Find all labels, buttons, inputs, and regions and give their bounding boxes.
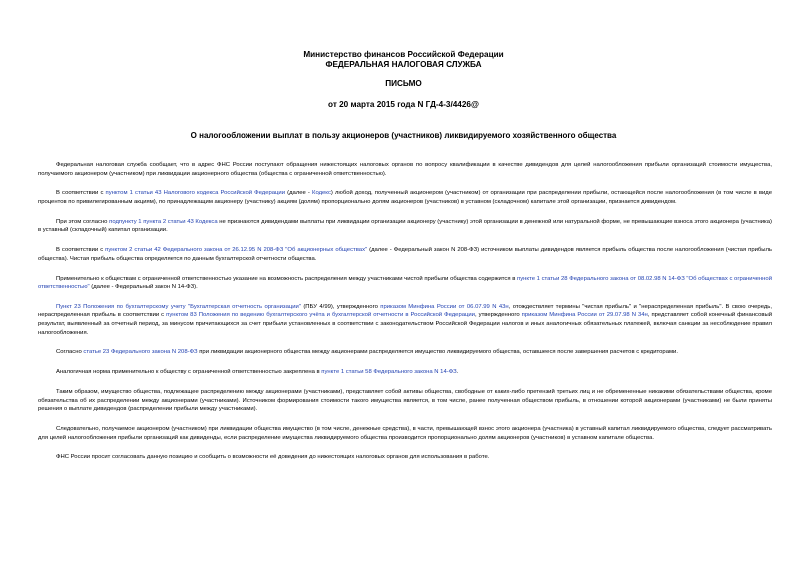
paragraph-text: Следовательно, получаемое акционером (участником) при ликвидации общества имущество (в том числе, денежные средства), в части, превышающей взнос этого акционера (участника) в уставный капитал ликвидируемого общества, следует рассматривать для целей налогообложения прибыли организаций как дивиденды, если распределение имущества ликвидируемого общества производится пропорционально долям акционеров (участников) в уставном капитале общества.	[38, 425, 772, 441]
body-paragraph	[38, 161, 772, 178]
legal-reference-link[interactable]: пунктом 83 Положения по ведению бухгалтерского учёта и бухгалтерской отчетности в Российской Федерации	[166, 312, 475, 319]
paragraph-text: Согласно	[56, 349, 84, 356]
body-paragraph	[38, 218, 772, 235]
legal-reference-link[interactable]: Кодекс	[312, 190, 331, 197]
ministry-name: Министерство финансов Российской Федерации	[303, 50, 504, 59]
paragraph-text: В соответствии с	[56, 247, 106, 254]
paragraph-text: , отождествляет термины "чистая прибыль" и "нераспределенная прибыль". В свою очередь, нераспределенная прибыль в соответствии с	[38, 303, 772, 319]
legal-reference-link[interactable]: пунктом 2 статьи 42 Федерального закона от 26.12.95 N 208-ФЗ "Об акционерных обществах"	[105, 247, 368, 254]
body-paragraph	[38, 368, 772, 377]
body-paragraph	[38, 453, 772, 462]
paragraph-text: (далее -	[285, 190, 313, 197]
legal-reference-link[interactable]: пунктом 1 статьи 43 Налогового кодекса Российской Федерации	[105, 190, 286, 197]
legal-reference-link[interactable]: пункте 1 статьи 58 Федерального закона N 14-ФЗ	[321, 369, 457, 376]
legal-reference-link[interactable]: пункте 1 статьи 28 Федерального закона от 08.02.98 N 14-ФЗ "Об обществах с ограниченной ответственностью"	[38, 275, 772, 291]
service-name: ФЕДЕРАЛЬНАЯ НАЛОГОВАЯ СЛУЖБА	[325, 60, 482, 69]
paragraph-text: .	[456, 369, 459, 376]
paragraph-text: , представляет собой конечный финансовый результат, выявленный за отчетный период, за минусом причитающихся за счет прибыли установленных в соответствии с законодательством Российской Федерации налогов и иных аналогичных обязательных платежей, включая санкции за несоблюдение правил налогообложения.	[38, 312, 772, 336]
body-paragraph	[38, 189, 772, 206]
body-paragraph	[38, 388, 772, 414]
document-date-number: от 20 марта 2015 года N ГД-4-3/4426@	[328, 100, 479, 109]
paragraph-text: Таким образом, имущество общества, подлежащее распределению между акционерами (участниками), представляет собой активы общества, свободные от каких-либо претензий третьих лиц и не обремененные никакими обязательствами общества, кроме обязательства об их распределении между акционерами (участниками). Источником формирования стоимости такого имущества является, в том числе, ранее полученная обществом прибыль, в отношении которой акционерами (участниками) не были приняты решения о выплате дивидендов (распределении прибыли между участниками).	[38, 389, 772, 413]
paragraph-text: ) любой доход, полученный акционером (участником) от организации при распределении прибыли, остающейся после налогообложения (в том числе в виде процентов по привилегированным акциям), по принадлежащим акционеру (участнику) акциям (долям) пропорционально долям акционеров (участников) в уставном (складочном) капитале этой организации, признается дивидендом.	[38, 190, 772, 205]
legal-reference-link[interactable]: приказом Минфина России от 06.07.99 N 43н	[380, 303, 509, 310]
body-paragraph	[38, 425, 772, 442]
paragraph-text: , утвержденного	[474, 312, 522, 319]
paragraph-text: Аналогичная норма применительно к обществу с ограниченной ответственностью закреплена в	[56, 369, 322, 376]
body-paragraph	[38, 348, 772, 357]
body-paragraph	[38, 303, 772, 337]
paragraph-text: Применительно к обществам с ограниченной ответственностью указание на возможность распределения между участниками чистой прибыли общества содержится в	[56, 275, 518, 282]
paragraph-text: при ликвидации акционерного общества между акционерами распределяется имущество ликвидируемого общества, оставшееся после завершения расчетов с кредиторами.	[197, 349, 678, 356]
document-type: ПИСЬМО	[385, 79, 422, 88]
paragraph-text: (ПБУ 4/99), утвержденного	[300, 303, 381, 310]
paragraph-text: При этом согласно	[56, 218, 110, 225]
paragraph-text: В соответствии с	[56, 190, 106, 197]
legal-reference-link[interactable]: приказом Минфина России от 29.07.98 N 34н	[521, 312, 648, 319]
document-title: О налогообложении выплат в пользу акционеров (участников) ликвидируемого хозяйственного общества	[190, 131, 617, 140]
legal-reference-link[interactable]: подпункту 1 пункта 2 статьи 43 Кодекса	[109, 218, 218, 225]
paragraph-text: (далее - Федеральный закон N 14-ФЗ).	[89, 284, 198, 291]
body-paragraph	[38, 246, 772, 263]
paragraph-text: (далее - Федеральный закон N 208-ФЗ) источником выплаты дивидендов является прибыль общества после налогообложения (чистая прибыль общества). Чистая прибыль общества определяется по данным бухгалтерской отчетности общества.	[38, 247, 773, 262]
legal-reference-link[interactable]: статье 23 Федерального закона N 208-ФЗ	[83, 349, 198, 356]
paragraph-text: Федеральная налоговая служба сообщает, что в адрес ФНС России поступают обращения нижестоящих налоговых органов по вопросу квалификации в качестве дивидендов для целей налогообложения прибыли организаций стоимости имущества, получаемого акционером (участником) при ликвидации акционерного общества (общества с ограниченной ответственностью).	[38, 162, 772, 177]
paragraph-text: ФНС России просит согласовать данную позицию и сообщить о возможности её доведения до нижестоящих налоговых органов для использования в работе.	[56, 454, 490, 461]
document-body	[38, 161, 772, 473]
legal-reference-link[interactable]: Пункт 23 Положения по бухгалтерскому учету "Бухгалтерская отчетность организации"	[56, 303, 301, 310]
body-paragraph	[38, 275, 772, 292]
paragraph-text: не признаются дивидендами выплаты при ликвидации организации акционеру (участнику) этой организации в денежной или натуральной форме, не превышающие взноса этого акционера (участника) в уставный (складочный) капитал организации.	[38, 218, 772, 234]
